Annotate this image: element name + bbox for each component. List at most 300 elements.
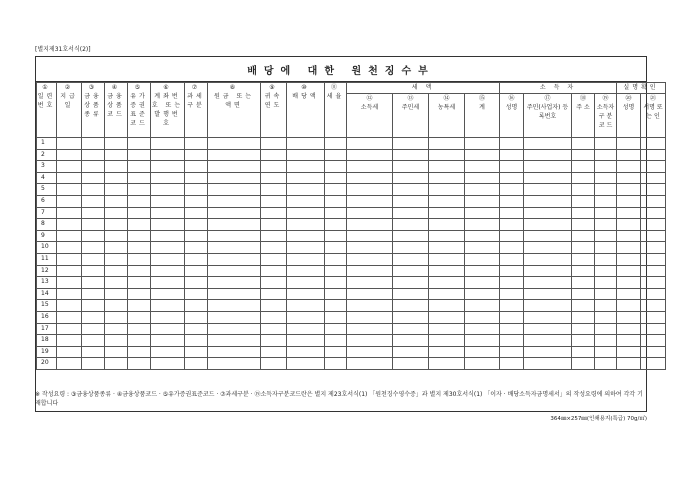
entry-cell[interactable] (617, 184, 641, 196)
entry-cell[interactable] (524, 161, 572, 173)
entry-cell[interactable] (208, 207, 261, 219)
entry-cell[interactable] (287, 311, 325, 323)
entry-cell[interactable] (128, 265, 151, 277)
entry-cell[interactable] (524, 230, 572, 242)
entry-cell[interactable] (151, 161, 185, 173)
entry-cell[interactable] (595, 311, 617, 323)
entry-cell[interactable] (128, 277, 151, 289)
entry-cell[interactable] (105, 207, 128, 219)
entry-cell[interactable] (208, 161, 261, 173)
entry-cell[interactable] (347, 277, 393, 289)
entry-cell[interactable] (185, 277, 208, 289)
entry-cell[interactable] (325, 300, 347, 312)
entry-cell[interactable] (185, 138, 208, 150)
entry-cell[interactable] (82, 219, 105, 231)
entry-cell[interactable] (347, 358, 393, 370)
entry-cell[interactable] (347, 184, 393, 196)
entry-cell[interactable] (641, 138, 666, 150)
entry-cell[interactable] (287, 230, 325, 242)
entry-cell[interactable] (393, 300, 429, 312)
entry-cell[interactable] (287, 219, 325, 231)
entry-cell[interactable] (105, 265, 128, 277)
entry-cell[interactable] (393, 184, 429, 196)
entry-cell[interactable] (208, 300, 261, 312)
entry-cell[interactable] (128, 138, 151, 150)
entry-cell[interactable] (151, 346, 185, 358)
entry-cell[interactable] (82, 253, 105, 265)
entry-cell[interactable] (287, 207, 325, 219)
entry-cell[interactable] (82, 138, 105, 150)
entry-cell[interactable] (57, 288, 82, 300)
entry-cell[interactable] (261, 253, 287, 265)
entry-cell[interactable] (287, 358, 325, 370)
entry-cell[interactable] (429, 358, 465, 370)
entry-cell[interactable] (572, 253, 595, 265)
entry-cell[interactable] (500, 323, 524, 335)
entry-cell[interactable] (393, 323, 429, 335)
entry-cell[interactable] (325, 253, 347, 265)
entry-cell[interactable] (393, 207, 429, 219)
entry-cell[interactable] (57, 323, 82, 335)
entry-cell[interactable] (261, 172, 287, 184)
entry-cell[interactable] (261, 219, 287, 231)
entry-cell[interactable] (465, 288, 500, 300)
entry-cell[interactable] (57, 346, 82, 358)
entry-cell[interactable] (105, 335, 128, 347)
entry-cell[interactable] (393, 219, 429, 231)
entry-cell[interactable] (500, 195, 524, 207)
entry-cell[interactable] (82, 335, 105, 347)
entry-cell[interactable] (347, 265, 393, 277)
entry-cell[interactable] (347, 311, 393, 323)
entry-cell[interactable] (393, 161, 429, 173)
entry-cell[interactable] (617, 300, 641, 312)
entry-cell[interactable] (393, 195, 429, 207)
entry-cell[interactable] (325, 219, 347, 231)
entry-cell[interactable] (151, 288, 185, 300)
entry-cell[interactable] (524, 335, 572, 347)
entry-cell[interactable] (57, 149, 82, 161)
entry-cell[interactable] (287, 161, 325, 173)
entry-cell[interactable] (641, 207, 666, 219)
entry-cell[interactable] (524, 288, 572, 300)
entry-cell[interactable] (261, 207, 287, 219)
entry-cell[interactable] (429, 323, 465, 335)
entry-cell[interactable] (347, 207, 393, 219)
entry-cell[interactable] (500, 172, 524, 184)
entry-cell[interactable] (465, 230, 500, 242)
entry-cell[interactable] (82, 172, 105, 184)
entry-cell[interactable] (347, 253, 393, 265)
entry-cell[interactable] (57, 184, 82, 196)
entry-cell[interactable] (82, 184, 105, 196)
entry-cell[interactable] (287, 346, 325, 358)
entry-cell[interactable] (393, 149, 429, 161)
entry-cell[interactable] (105, 195, 128, 207)
entry-cell[interactable] (524, 138, 572, 150)
entry-cell[interactable] (572, 138, 595, 150)
entry-cell[interactable] (57, 138, 82, 150)
entry-cell[interactable] (641, 219, 666, 231)
entry-cell[interactable] (185, 207, 208, 219)
entry-cell[interactable] (128, 195, 151, 207)
entry-cell[interactable] (641, 358, 666, 370)
entry-cell[interactable] (57, 230, 82, 242)
entry-cell[interactable] (595, 242, 617, 254)
entry-cell[interactable] (105, 311, 128, 323)
entry-cell[interactable] (393, 358, 429, 370)
entry-cell[interactable] (128, 323, 151, 335)
entry-cell[interactable] (393, 265, 429, 277)
entry-cell[interactable] (105, 358, 128, 370)
entry-cell[interactable] (500, 161, 524, 173)
entry-cell[interactable] (429, 184, 465, 196)
entry-cell[interactable] (617, 195, 641, 207)
entry-cell[interactable] (572, 288, 595, 300)
entry-cell[interactable] (465, 323, 500, 335)
entry-cell[interactable] (185, 358, 208, 370)
entry-cell[interactable] (465, 184, 500, 196)
entry-cell[interactable] (595, 138, 617, 150)
entry-cell[interactable] (261, 288, 287, 300)
entry-cell[interactable] (595, 149, 617, 161)
entry-cell[interactable] (429, 195, 465, 207)
entry-cell[interactable] (151, 207, 185, 219)
entry-cell[interactable] (287, 335, 325, 347)
entry-cell[interactable] (325, 311, 347, 323)
entry-cell[interactable] (429, 277, 465, 289)
entry-cell[interactable] (151, 358, 185, 370)
entry-cell[interactable] (185, 346, 208, 358)
entry-cell[interactable] (287, 288, 325, 300)
entry-cell[interactable] (617, 335, 641, 347)
entry-cell[interactable] (347, 219, 393, 231)
entry-cell[interactable] (595, 300, 617, 312)
entry-cell[interactable] (617, 242, 641, 254)
entry-cell[interactable] (82, 311, 105, 323)
entry-cell[interactable] (261, 311, 287, 323)
entry-cell[interactable] (261, 195, 287, 207)
entry-cell[interactable] (617, 253, 641, 265)
entry-cell[interactable] (429, 346, 465, 358)
entry-cell[interactable] (82, 323, 105, 335)
entry-cell[interactable] (151, 219, 185, 231)
entry-cell[interactable] (572, 219, 595, 231)
entry-cell[interactable] (57, 300, 82, 312)
entry-cell[interactable] (128, 184, 151, 196)
entry-cell[interactable] (208, 311, 261, 323)
entry-cell[interactable] (429, 149, 465, 161)
entry-cell[interactable] (429, 138, 465, 150)
entry-cell[interactable] (393, 253, 429, 265)
entry-cell[interactable] (208, 242, 261, 254)
entry-cell[interactable] (465, 242, 500, 254)
entry-cell[interactable] (208, 323, 261, 335)
entry-cell[interactable] (128, 311, 151, 323)
entry-cell[interactable] (151, 230, 185, 242)
entry-cell[interactable] (500, 265, 524, 277)
entry-cell[interactable] (185, 265, 208, 277)
entry-cell[interactable] (572, 265, 595, 277)
entry-cell[interactable] (641, 172, 666, 184)
entry-cell[interactable] (465, 346, 500, 358)
entry-cell[interactable] (595, 323, 617, 335)
entry-cell[interactable] (82, 242, 105, 254)
entry-cell[interactable] (500, 277, 524, 289)
entry-cell[interactable] (208, 219, 261, 231)
entry-cell[interactable] (185, 323, 208, 335)
entry-cell[interactable] (641, 346, 666, 358)
entry-cell[interactable] (572, 149, 595, 161)
entry-cell[interactable] (185, 288, 208, 300)
entry-cell[interactable] (465, 161, 500, 173)
entry-cell[interactable] (151, 323, 185, 335)
entry-cell[interactable] (465, 265, 500, 277)
entry-cell[interactable] (325, 161, 347, 173)
entry-cell[interactable] (617, 219, 641, 231)
entry-cell[interactable] (287, 195, 325, 207)
entry-cell[interactable] (465, 149, 500, 161)
entry-cell[interactable] (185, 300, 208, 312)
entry-cell[interactable] (151, 277, 185, 289)
entry-cell[interactable] (347, 149, 393, 161)
entry-cell[interactable] (325, 172, 347, 184)
entry-cell[interactable] (595, 219, 617, 231)
entry-cell[interactable] (393, 172, 429, 184)
entry-cell[interactable] (261, 300, 287, 312)
entry-cell[interactable] (641, 230, 666, 242)
entry-cell[interactable] (105, 138, 128, 150)
entry-cell[interactable] (82, 195, 105, 207)
entry-cell[interactable] (82, 161, 105, 173)
entry-cell[interactable] (57, 277, 82, 289)
entry-cell[interactable] (524, 277, 572, 289)
entry-cell[interactable] (617, 323, 641, 335)
entry-cell[interactable] (617, 138, 641, 150)
entry-cell[interactable] (595, 207, 617, 219)
entry-cell[interactable] (82, 288, 105, 300)
entry-cell[interactable] (595, 358, 617, 370)
entry-cell[interactable] (325, 230, 347, 242)
entry-cell[interactable] (617, 346, 641, 358)
entry-cell[interactable] (128, 335, 151, 347)
entry-cell[interactable] (151, 149, 185, 161)
entry-cell[interactable] (429, 253, 465, 265)
entry-cell[interactable] (128, 207, 151, 219)
entry-cell[interactable] (105, 288, 128, 300)
entry-cell[interactable] (105, 323, 128, 335)
entry-cell[interactable] (105, 242, 128, 254)
entry-cell[interactable] (393, 335, 429, 347)
entry-cell[interactable] (572, 346, 595, 358)
entry-cell[interactable] (465, 277, 500, 289)
entry-cell[interactable] (82, 346, 105, 358)
entry-cell[interactable] (641, 242, 666, 254)
entry-cell[interactable] (128, 242, 151, 254)
entry-cell[interactable] (524, 184, 572, 196)
entry-cell[interactable] (595, 277, 617, 289)
entry-cell[interactable] (105, 172, 128, 184)
entry-cell[interactable] (393, 277, 429, 289)
entry-cell[interactable] (105, 184, 128, 196)
entry-cell[interactable] (524, 323, 572, 335)
entry-cell[interactable] (151, 300, 185, 312)
entry-cell[interactable] (185, 242, 208, 254)
entry-cell[interactable] (500, 184, 524, 196)
entry-cell[interactable] (617, 277, 641, 289)
entry-cell[interactable] (347, 300, 393, 312)
entry-cell[interactable] (524, 346, 572, 358)
entry-cell[interactable] (151, 265, 185, 277)
entry-cell[interactable] (185, 149, 208, 161)
entry-cell[interactable] (572, 184, 595, 196)
entry-cell[interactable] (641, 195, 666, 207)
entry-cell[interactable] (325, 265, 347, 277)
entry-cell[interactable] (185, 184, 208, 196)
entry-cell[interactable] (151, 311, 185, 323)
entry-cell[interactable] (128, 358, 151, 370)
entry-cell[interactable] (57, 335, 82, 347)
entry-cell[interactable] (524, 195, 572, 207)
entry-cell[interactable] (429, 288, 465, 300)
entry-cell[interactable] (128, 300, 151, 312)
entry-cell[interactable] (393, 288, 429, 300)
entry-cell[interactable] (500, 358, 524, 370)
entry-cell[interactable] (287, 138, 325, 150)
entry-cell[interactable] (595, 335, 617, 347)
entry-cell[interactable] (347, 346, 393, 358)
entry-cell[interactable] (287, 149, 325, 161)
entry-cell[interactable] (208, 138, 261, 150)
entry-cell[interactable] (128, 161, 151, 173)
entry-cell[interactable] (595, 253, 617, 265)
entry-cell[interactable] (185, 219, 208, 231)
entry-cell[interactable] (208, 253, 261, 265)
entry-cell[interactable] (524, 219, 572, 231)
entry-cell[interactable] (105, 253, 128, 265)
entry-cell[interactable] (572, 207, 595, 219)
entry-cell[interactable] (347, 138, 393, 150)
entry-cell[interactable] (82, 277, 105, 289)
entry-cell[interactable] (82, 358, 105, 370)
entry-cell[interactable] (524, 172, 572, 184)
entry-cell[interactable] (572, 242, 595, 254)
entry-cell[interactable] (325, 149, 347, 161)
entry-cell[interactable] (151, 138, 185, 150)
entry-cell[interactable] (572, 335, 595, 347)
entry-cell[interactable] (287, 253, 325, 265)
entry-cell[interactable] (325, 323, 347, 335)
entry-cell[interactable] (641, 323, 666, 335)
entry-cell[interactable] (500, 149, 524, 161)
entry-cell[interactable] (208, 230, 261, 242)
entry-cell[interactable] (208, 184, 261, 196)
entry-cell[interactable] (393, 138, 429, 150)
entry-cell[interactable] (641, 161, 666, 173)
entry-cell[interactable] (347, 335, 393, 347)
entry-cell[interactable] (208, 335, 261, 347)
entry-cell[interactable] (57, 358, 82, 370)
entry-cell[interactable] (325, 242, 347, 254)
entry-cell[interactable] (393, 230, 429, 242)
entry-cell[interactable] (572, 311, 595, 323)
entry-cell[interactable] (595, 184, 617, 196)
entry-cell[interactable] (500, 300, 524, 312)
entry-cell[interactable] (641, 184, 666, 196)
entry-cell[interactable] (287, 184, 325, 196)
entry-cell[interactable] (208, 265, 261, 277)
entry-cell[interactable] (185, 172, 208, 184)
entry-cell[interactable] (261, 358, 287, 370)
entry-cell[interactable] (617, 207, 641, 219)
entry-cell[interactable] (208, 149, 261, 161)
entry-cell[interactable] (617, 311, 641, 323)
entry-cell[interactable] (465, 195, 500, 207)
entry-cell[interactable] (151, 195, 185, 207)
entry-cell[interactable] (151, 184, 185, 196)
entry-cell[interactable] (57, 311, 82, 323)
entry-cell[interactable] (429, 207, 465, 219)
entry-cell[interactable] (261, 323, 287, 335)
entry-cell[interactable] (500, 207, 524, 219)
entry-cell[interactable] (208, 277, 261, 289)
entry-cell[interactable] (595, 265, 617, 277)
entry-cell[interactable] (465, 138, 500, 150)
entry-cell[interactable] (57, 161, 82, 173)
entry-cell[interactable] (572, 300, 595, 312)
entry-cell[interactable] (524, 311, 572, 323)
entry-cell[interactable] (641, 277, 666, 289)
entry-cell[interactable] (393, 346, 429, 358)
entry-cell[interactable] (641, 300, 666, 312)
entry-cell[interactable] (524, 300, 572, 312)
entry-cell[interactable] (57, 242, 82, 254)
entry-cell[interactable] (128, 149, 151, 161)
entry-cell[interactable] (287, 265, 325, 277)
entry-cell[interactable] (185, 253, 208, 265)
entry-cell[interactable] (429, 311, 465, 323)
entry-cell[interactable] (261, 161, 287, 173)
entry-cell[interactable] (261, 277, 287, 289)
entry-cell[interactable] (105, 346, 128, 358)
entry-cell[interactable] (429, 242, 465, 254)
entry-cell[interactable] (82, 207, 105, 219)
entry-cell[interactable] (429, 335, 465, 347)
entry-cell[interactable] (524, 358, 572, 370)
entry-cell[interactable] (325, 358, 347, 370)
entry-cell[interactable] (572, 161, 595, 173)
entry-cell[interactable] (465, 219, 500, 231)
entry-cell[interactable] (151, 242, 185, 254)
entry-cell[interactable] (393, 242, 429, 254)
entry-cell[interactable] (128, 253, 151, 265)
entry-cell[interactable] (500, 242, 524, 254)
entry-cell[interactable] (208, 195, 261, 207)
entry-cell[interactable] (393, 311, 429, 323)
entry-cell[interactable] (325, 277, 347, 289)
entry-cell[interactable] (429, 161, 465, 173)
entry-cell[interactable] (617, 288, 641, 300)
entry-cell[interactable] (347, 195, 393, 207)
entry-cell[interactable] (465, 253, 500, 265)
entry-cell[interactable] (595, 346, 617, 358)
entry-cell[interactable] (572, 195, 595, 207)
entry-cell[interactable] (185, 195, 208, 207)
entry-cell[interactable] (572, 358, 595, 370)
entry-cell[interactable] (595, 161, 617, 173)
entry-cell[interactable] (57, 172, 82, 184)
entry-cell[interactable] (82, 265, 105, 277)
